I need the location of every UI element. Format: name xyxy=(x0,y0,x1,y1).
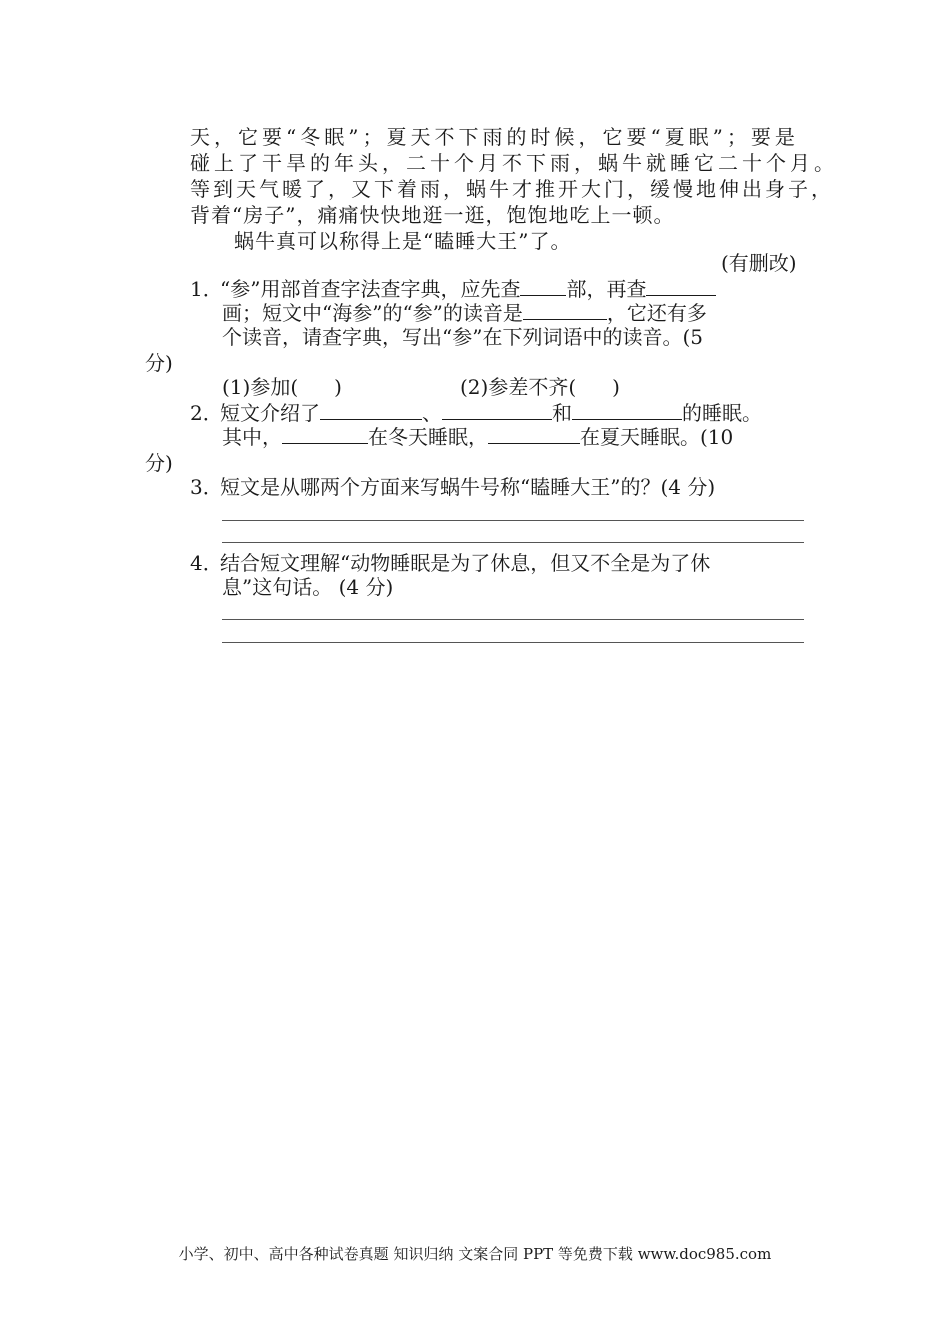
question-1-text-d: ，它还有多 xyxy=(606,301,707,325)
question-2-blank-1[interactable] xyxy=(320,401,422,420)
question-2-blank-3[interactable] xyxy=(572,401,682,420)
question-1-sub-1-label: (1)参加( xyxy=(222,375,299,399)
question-1-line-4: 分) xyxy=(145,351,173,375)
question-2-line-3: 分) xyxy=(145,451,173,475)
question-4-line-1 xyxy=(190,550,710,576)
question-2-line-2 xyxy=(222,424,733,450)
question-4-number: 4． xyxy=(190,551,223,575)
question-2-blank-2[interactable] xyxy=(442,401,552,420)
question-2-blank-5[interactable] xyxy=(488,425,580,444)
question-1-text-b: 部，再查 xyxy=(566,277,647,301)
source-note: (有删改) xyxy=(721,251,797,275)
question-1-sub-2 xyxy=(460,374,620,400)
question-2-text-e: 其中， xyxy=(222,425,282,449)
question-1-line-3: 个读音，请查字典，写出“参”在下列词语中的读音。(5 xyxy=(222,325,703,349)
passage-line-4: 背着“房子”，痛痛快快地逛一逛，饱饱地吃上一顿。 xyxy=(190,203,675,227)
question-3-text: 短文是从哪两个方面来写蜗牛号称“瞌睡大王”的？(4 分) xyxy=(220,475,716,499)
question-2-blank-4[interactable] xyxy=(282,425,368,444)
passage-line-5: 蜗牛真可以称得上是“瞌睡大王”了。 xyxy=(234,229,572,253)
question-4-answer-line-2[interactable] xyxy=(222,642,804,643)
question-1-line-2 xyxy=(222,300,707,326)
question-1-text-c: 画；短文中“海参”的“参”的读音是 xyxy=(222,301,523,325)
question-1-sub-1 xyxy=(222,374,342,400)
question-2-text-c: 和 xyxy=(552,401,572,425)
question-1-sub-2-close: ) xyxy=(612,375,620,399)
question-2-text-d: 的睡眠。 xyxy=(682,401,762,425)
footer-text: 小学、初中、高中各种试卷真题 知识归纳 文案合同 PPT 等免费下载 www.doc985.com xyxy=(178,1245,772,1263)
question-1-blank-radical[interactable] xyxy=(520,277,566,296)
question-2-number: 2． xyxy=(190,401,223,425)
question-1-sub-2-label: (2)参差不齐( xyxy=(460,375,577,399)
question-1-blank-strokes[interactable] xyxy=(646,277,716,296)
question-1-sub-1-close: ) xyxy=(334,375,342,399)
question-2-text-b: 、 xyxy=(422,401,442,425)
question-4-text-1: 结合短文理解“动物睡眠是为了休息，但又不全是为了休 xyxy=(220,551,711,575)
question-4-answer-line-1[interactable] xyxy=(222,619,804,620)
question-1-number: 1． xyxy=(190,277,223,301)
passage-line-1: 天，它要“冬眠”；夏天不下雨的时候，它要“夏眠”；要是 xyxy=(190,125,799,149)
question-3-answer-line-2[interactable] xyxy=(222,542,804,543)
passage-line-2: 碰上了干旱的年头，二十个月不下雨，蜗牛就睡它二十个月。 xyxy=(190,151,838,175)
question-2-text-a: 短文介绍了 xyxy=(220,401,320,425)
question-1-text-a: “参”用部首查字法查字典，应先查 xyxy=(220,277,521,301)
question-3-answer-line-1[interactable] xyxy=(222,520,804,521)
question-2-line-1 xyxy=(190,400,762,426)
question-2-text-g: 在夏天睡眠。(10 xyxy=(580,425,734,449)
question-3-number: 3． xyxy=(190,475,223,499)
question-4-line-2: 息”这句话。 (4 分) xyxy=(222,575,394,599)
question-1-blank-pinyin[interactable] xyxy=(523,301,607,320)
question-3-line-1 xyxy=(190,474,715,500)
question-1-line-1 xyxy=(190,276,716,302)
question-2-text-f: 在冬天睡眠， xyxy=(368,425,488,449)
passage-line-3: 等到天气暖了，又下着雨，蜗牛才推开大门，缓慢地伸出身子， xyxy=(190,177,834,201)
